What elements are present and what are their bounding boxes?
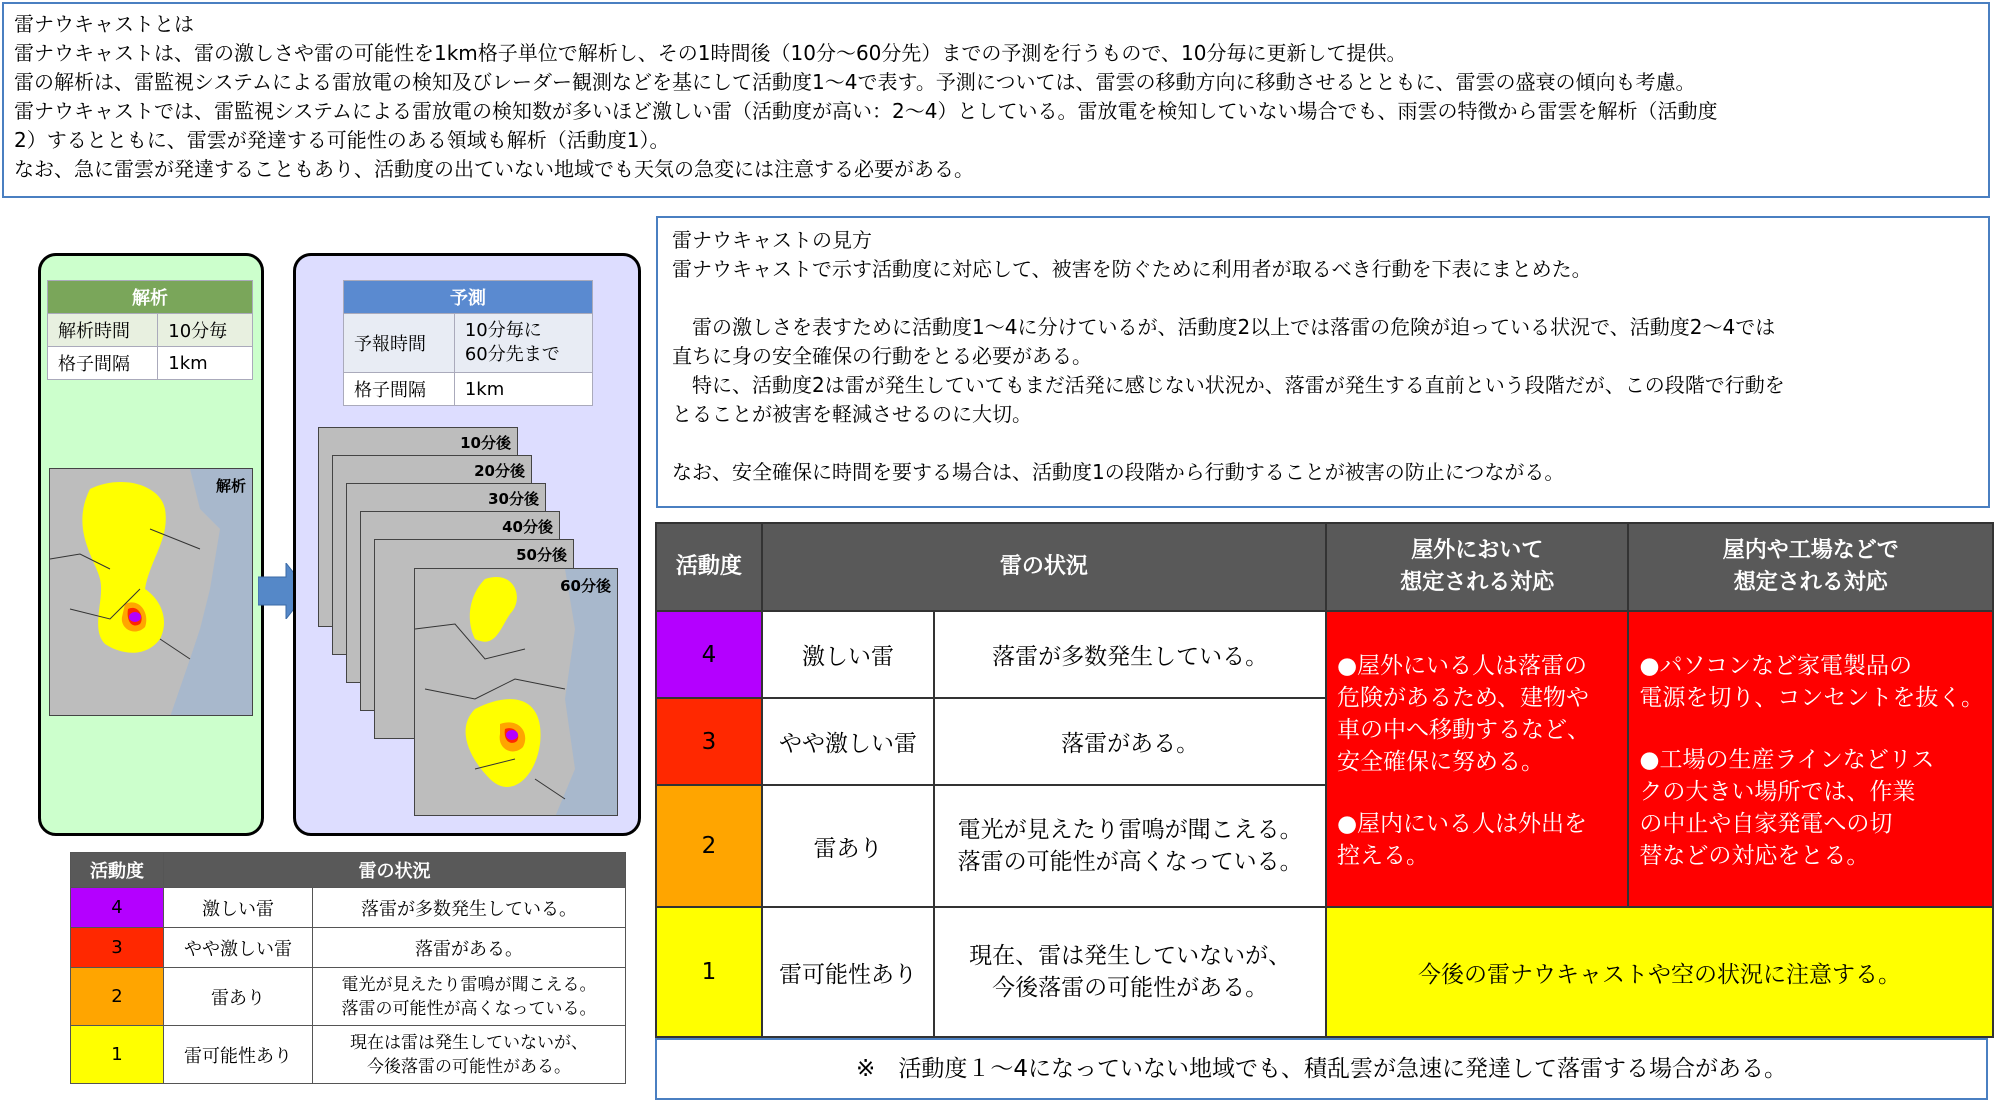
frame-label: 50分後: [516, 546, 567, 564]
howto-box: [656, 216, 1990, 508]
table-level: 3: [656, 698, 762, 785]
legend-level: 1: [71, 1026, 164, 1084]
frame-label: 60分後: [560, 577, 611, 595]
forecast-time-value: 10分毎に 60分先まで: [454, 314, 592, 373]
legend-desc: 落雷がある。: [313, 928, 626, 968]
legend-desc: 落雷が多数発生している。: [313, 888, 626, 928]
forecast-grid-value: 1km: [454, 373, 592, 406]
table-name: 雷あり: [762, 785, 934, 907]
footnote: ※ 活動度１～4になっていない地域でも、積乱雲が急速に発達して落雷する場合がある。: [655, 1038, 1988, 1100]
legend-name: やや激しい雷: [164, 928, 313, 968]
level1-action: 今後の雷ナウキャストや空の状況に注意する。: [1326, 907, 1993, 1037]
legend-level: 3: [71, 928, 164, 968]
table-name: やや激しい雷: [762, 698, 934, 785]
frame-label: 40分後: [502, 518, 553, 536]
intro-box: [2, 2, 1990, 198]
frame-label: 20分後: [474, 462, 525, 480]
analysis-map-label: 解析: [215, 477, 246, 495]
legend-level: 4: [71, 888, 164, 928]
analysis-grid-value: 1km: [158, 347, 253, 380]
table-desc: 現在、雷は発生していないが、 今後落雷の可能性がある。: [934, 907, 1326, 1037]
indoor-item: ●パソコンなど家電製品の 電源を切り、コンセントを抜く。: [1639, 653, 1984, 711]
table-name: 雷可能性あり: [762, 907, 934, 1037]
action-table: [655, 522, 1994, 1038]
table-header-indoor: 屋内や工場などで 想定される対応: [1628, 523, 1993, 611]
table-level: 4: [656, 611, 762, 698]
intro-line: 2）するとともに、雷雲が発達する可能性のある領域も解析（活動度1）。: [14, 128, 670, 152]
outdoor-item: ●屋外にいる人は落雷の 危険があるため、建物や 車の中へ移動するなど、 安全確保に努める。: [1336, 653, 1590, 775]
table-header-level: 活動度: [656, 523, 762, 611]
legend-level: 2: [71, 968, 164, 1026]
howto-line: とることが被害を軽減させるのに大切。: [672, 402, 1032, 426]
forecast-header: 予測: [344, 281, 593, 314]
table-level: 1: [656, 907, 762, 1037]
indoor-item: ●工場の生産ラインなどリス クの大きい場所では、作業 の中止や自家発電への切 替などの対応をとる。: [1639, 747, 1935, 869]
intro-line: 雷ナウキャストでは、雷監視システムによる雷放電の検知数が多いほど激しい雷（活動度が高い：2～4）としている。雷放電を検知していない場合でも、雨雲の特徴から雷雲を解析（活動度: [14, 99, 1718, 123]
howto-line: [672, 284, 1974, 313]
analysis-time-value: 10分毎: [158, 314, 253, 347]
howto-title: 雷ナウキャストの見方: [672, 228, 872, 252]
howto-line: 雷ナウキャストで示す活動度に対応して、被害を防ぐために利用者が取るべき行動を下表にまとめた。: [672, 257, 1592, 281]
analysis-map-graphic: [50, 469, 253, 716]
howto-line: なお、安全確保に時間を要する場合は、活動度1の段階から行動することが被害の防止につながる。: [672, 460, 1565, 484]
frame-label: 30分後: [488, 490, 539, 508]
analysis-grid-label: 格子間隔: [48, 347, 158, 380]
legend-header-status: 雷の状況: [164, 853, 626, 888]
table-header-outdoor: 屋外において 想定される対応: [1326, 523, 1628, 611]
table-name: 激しい雷: [762, 611, 934, 698]
legend-name: 雷あり: [164, 968, 313, 1026]
howto-line: 特に、活動度2は雷が発生していてもまだ活発に感じない状況か、落雷が発生する直前という段階だが、この段階で行動を: [672, 373, 1785, 397]
frame-label: 10分後: [460, 434, 511, 452]
forecast-grid-label: 格子間隔: [344, 373, 455, 406]
intro-line: なお、急に雷雲が発達することもあり、活動度の出ていない地域でも天気の急変には注意する必要がある。: [14, 157, 974, 181]
analysis-time-label: 解析時間: [48, 314, 158, 347]
legend-table: [70, 852, 626, 1084]
howto-line: 雷の激しさを表すために活動度1～4に分けているが、活動度2以上では落雷の危険が迫っている状況で、活動度2～4では: [672, 315, 1776, 339]
indoor-response: [1628, 611, 1993, 907]
forecast-info-table: [343, 280, 593, 406]
table-level: 2: [656, 785, 762, 907]
analysis-map: [49, 468, 253, 716]
intro-line: 雷の解析は、雷監視システムによる雷放電の検知及びレーダー観測などを基にして活動度1～4で表す。予測については、雷雲の移動方向に移動させるとともに、雷雲の盛衰の傾向も考慮。: [14, 70, 1696, 94]
outdoor-item: ●屋内にいる人は外出を 控える。: [1336, 811, 1588, 869]
forecast-map-graphic: [415, 569, 618, 816]
analysis-header: 解析: [48, 281, 253, 314]
table-desc: 電光が見えたり雷鳴が聞こえる。 落雷の可能性が高くなっている。: [934, 785, 1326, 907]
forecast-time-label: 予報時間: [344, 314, 455, 373]
howto-line: 直ちに身の安全確保の行動をとる必要がある。: [672, 344, 1092, 368]
intro-line: 雷ナウキャストは、雷の激しさや雷の可能性を1km格子単位で解析し、その1時間後（10分～60分先）までの予測を行うもので、10分毎に更新して提供。: [14, 41, 1407, 65]
legend-desc: 電光が見えたり雷鳴が聞こえる。 落雷の可能性が高くなっている。: [313, 968, 626, 1026]
table-header-status: 雷の状況: [762, 523, 1326, 611]
intro-title: 雷ナウキャストとは: [14, 12, 194, 36]
forecast-frame: [414, 568, 618, 816]
table-desc: 落雷がある。: [934, 698, 1326, 785]
outdoor-response: [1326, 611, 1628, 907]
legend-name: 雷可能性あり: [164, 1026, 313, 1084]
legend-name: 激しい雷: [164, 888, 313, 928]
table-desc: 落雷が多数発生している。: [934, 611, 1326, 698]
howto-line: [672, 429, 1974, 458]
analysis-info-table: [47, 280, 253, 380]
legend-header-level: 活動度: [71, 853, 164, 888]
legend-desc: 現在は雷は発生していないが、 今後落雷の可能性がある。: [313, 1026, 626, 1084]
